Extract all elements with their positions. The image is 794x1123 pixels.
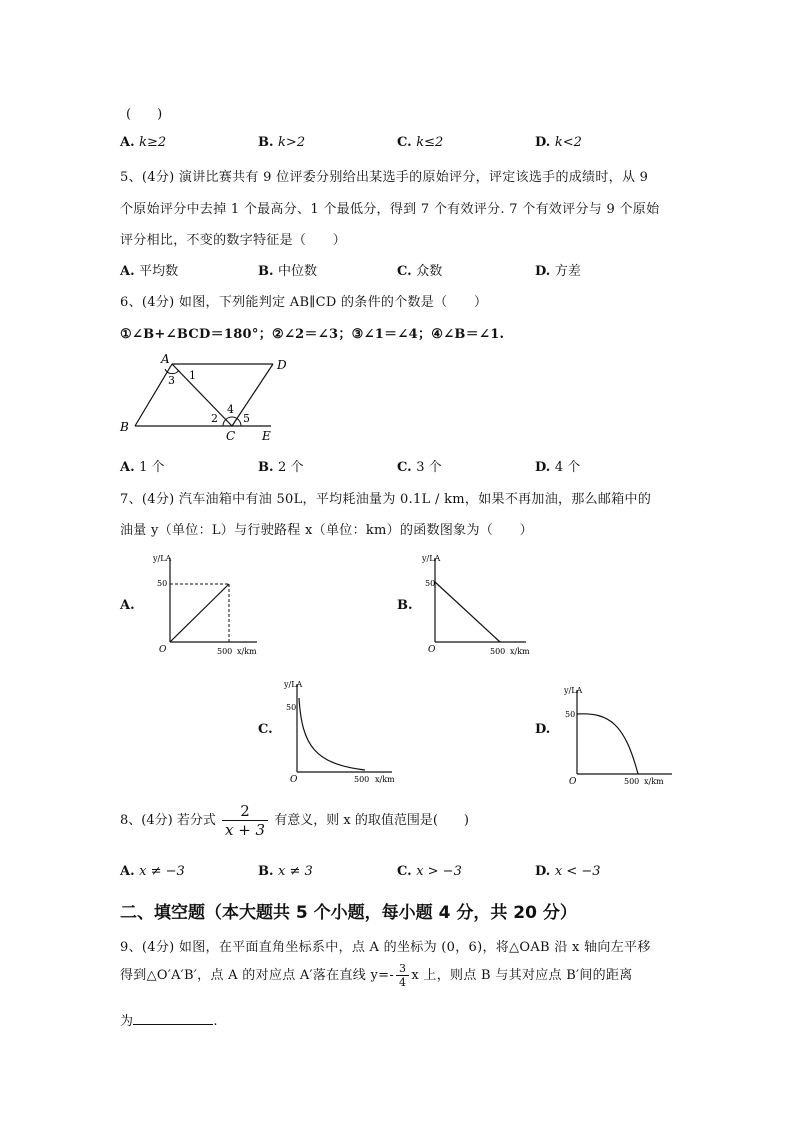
q4-option-d: D. k<2 bbox=[535, 135, 582, 150]
fig-label-b: B bbox=[120, 420, 129, 434]
graph-d-x-axis-label: x/km bbox=[644, 777, 664, 786]
graph-a-origin: O bbox=[159, 645, 167, 655]
q7-text-line1: 7、(4分) 汽车油箱中有油 50L，平均耗油量为 0.1L / km，如果不再加油，那么邮箱中的 bbox=[120, 492, 652, 507]
q9-fraction-numerator: 3 bbox=[396, 962, 409, 976]
q6-option-c: C. 3 个 bbox=[397, 460, 442, 475]
graph-a-x-axis-label: x/km bbox=[237, 647, 257, 656]
q6-option-a: A. 1 个 bbox=[120, 460, 165, 475]
q8-prefix: 8、(4分) 若分式 bbox=[120, 813, 216, 828]
fig-angle-4: 4 bbox=[227, 403, 234, 416]
graph-c-x-tick: 500 bbox=[354, 775, 370, 784]
q7-option-b-label: B. bbox=[397, 598, 413, 613]
q9-text-line1: 9、(4分) 如图，在平面直角坐标系中，点 A 的坐标为 (0，6)，将△OAB 沿 x 轴向左平移 bbox=[120, 940, 651, 955]
graph-b-y-tick: 50 bbox=[425, 579, 436, 588]
q9-text-line3 bbox=[120, 1010, 218, 1029]
q5-text-line3: 评分相比，不变的数字特征是（ ） bbox=[120, 233, 347, 248]
q4-option-a: A. k≥2 bbox=[120, 135, 167, 150]
q5-text-line1: 5、(4分) 演讲比赛共有 9 位评委分别给出某选手的原始评分，评定该选手的成绩时，从 9 bbox=[120, 170, 649, 185]
section-2-heading: 二、填空题（本大题共 5 个小题，每小题 4 分，共 20 分） bbox=[120, 903, 577, 923]
q8-question bbox=[120, 802, 469, 839]
q5-option-b: B. 中位数 bbox=[258, 264, 318, 279]
q8-option-c: C. x > −3 bbox=[397, 864, 462, 879]
q7-graph-d bbox=[560, 680, 690, 790]
fig-label-d: D bbox=[277, 358, 287, 372]
q9-line3-pre: 为 bbox=[120, 1014, 134, 1029]
q4-answer-paren: ( ) bbox=[126, 107, 163, 122]
fig-label-e: E bbox=[262, 429, 271, 443]
q8-fraction bbox=[222, 802, 268, 839]
fig-angle-3: 3 bbox=[168, 374, 175, 387]
q5-text-line2: 个原始评分中去掉 1 个最高分、1 个最低分，得到 7 个有效评分. 7 个有效评分与 9 个原始 bbox=[120, 202, 660, 217]
q9-answer-blank[interactable] bbox=[133, 1012, 213, 1025]
fig-angle-2: 2 bbox=[211, 412, 218, 425]
q6-option-d: D. 4 个 bbox=[535, 460, 581, 475]
graph-c-x-axis-label: x/km bbox=[375, 775, 395, 784]
q7-text-line2: 油量 y（单位：L）与行驶路程 x（单位：km）的函数图象为（ ） bbox=[120, 523, 533, 538]
q6-conditions: ①∠B+∠BCD＝180°；②∠2＝∠3；③∠1＝∠4；④∠B＝∠1. bbox=[120, 327, 505, 342]
fig-label-a: A bbox=[161, 352, 170, 366]
q9-text-line2 bbox=[120, 962, 633, 989]
graph-b-y-axis-label: y/LA bbox=[422, 554, 441, 563]
q4-option-b: B. k>2 bbox=[258, 135, 306, 150]
q5-option-d: D. 方差 bbox=[535, 264, 581, 279]
q4-option-c: C. k≤2 bbox=[397, 135, 444, 150]
graph-d-origin: O bbox=[569, 777, 577, 787]
graph-a-y-axis-label: y/LA bbox=[153, 554, 172, 563]
graph-c-y-tick: 50 bbox=[286, 703, 297, 712]
q6-geometry-figure bbox=[115, 352, 295, 447]
graph-d-y-tick: 50 bbox=[565, 710, 576, 719]
q6-text-line1: 6、(4分) 如图，下列能判定 AB∥CD 的条件的个数是（ ） bbox=[120, 295, 488, 310]
q5-option-c: C. 众数 bbox=[397, 264, 443, 279]
fig-angle-5: 5 bbox=[243, 412, 250, 425]
graph-a-x-tick: 500 bbox=[217, 647, 233, 656]
q8-option-d: D. x < −3 bbox=[535, 864, 601, 879]
graph-c-y-axis-label: y/LA bbox=[284, 680, 303, 689]
q8-fraction-numerator: 2 bbox=[222, 802, 268, 821]
q8-option-b: B. x ≠ 3 bbox=[258, 864, 313, 879]
q9-fraction-denominator: 4 bbox=[399, 976, 407, 989]
graph-c-origin: O bbox=[290, 775, 298, 785]
q7-graph-c bbox=[280, 676, 410, 786]
graph-a-y-tick: 50 bbox=[157, 579, 168, 588]
graph-d-x-tick: 500 bbox=[624, 777, 640, 786]
q7-option-a-label: A. bbox=[120, 598, 135, 613]
q8-fraction-denominator: x + 3 bbox=[224, 821, 266, 839]
q9-line2-pre: 得到△O′A′B′，点 A 的对应点 A′落在直线 y=- bbox=[120, 968, 395, 983]
graph-b-x-tick: 500 bbox=[490, 647, 506, 656]
q8-suffix: 有意义，则 x 的取值范围是( ) bbox=[274, 813, 469, 828]
q7-graph-b bbox=[420, 548, 550, 658]
q7-option-d-label: D. bbox=[535, 722, 551, 737]
graph-d-y-axis-label: y/LA bbox=[564, 686, 583, 695]
q9-line3-post: . bbox=[213, 1014, 218, 1029]
graph-b-x-axis-label: x/km bbox=[510, 647, 530, 656]
q7-option-c-label: C. bbox=[258, 722, 273, 737]
q6-option-b: B. 2 个 bbox=[258, 460, 304, 475]
q8-option-a: A. x ≠ −3 bbox=[120, 864, 185, 879]
q9-fraction bbox=[396, 962, 409, 989]
q9-line2-post: x 上，则点 B 与其对应点 B′间的距离 bbox=[411, 968, 633, 983]
fig-label-c: C bbox=[226, 429, 236, 443]
fig-angle-1: 1 bbox=[189, 369, 196, 382]
q7-graph-a bbox=[145, 548, 275, 658]
graph-b-origin: O bbox=[428, 645, 436, 655]
q5-option-a: A. 平均数 bbox=[120, 264, 179, 279]
